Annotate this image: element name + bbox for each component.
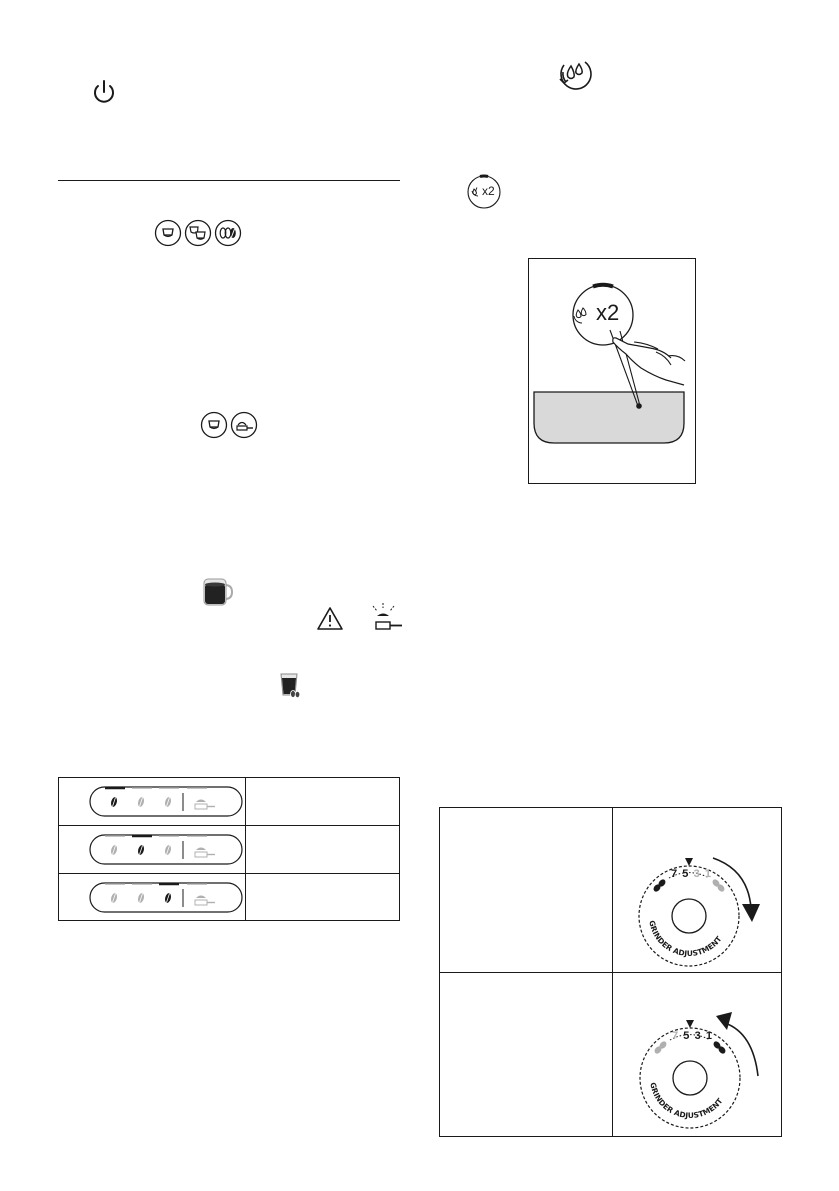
- table-row: [440, 973, 782, 1137]
- table-row: [59, 778, 400, 826]
- table-cell-empty: [246, 778, 400, 826]
- strength-indicator-table: [58, 777, 400, 921]
- dial-number: 5: [682, 868, 689, 880]
- aroma-strength-icon: [214, 219, 242, 247]
- coffee-cup-beans-icon: [278, 671, 302, 699]
- control-panel-icon: [59, 826, 245, 873]
- dial-number: 3: [693, 868, 700, 880]
- warning-icon: [316, 606, 344, 631]
- grinder-ring-label-top: GRINDER ADJUSTMENT: [647, 919, 724, 959]
- descale-illustration: [528, 258, 696, 484]
- dial-number: 1: [705, 1030, 712, 1042]
- table-row: [59, 874, 400, 921]
- dial-number: 3: [694, 1030, 701, 1042]
- dial-number: 5: [683, 1030, 690, 1042]
- descale-icon: [555, 55, 595, 95]
- control-panel-icon: [59, 874, 245, 921]
- small-x2-label: x2: [482, 184, 495, 198]
- table-row: [59, 826, 400, 874]
- mug-icon: [201, 575, 235, 607]
- espresso-button-icon: [200, 411, 228, 439]
- panel-strength-1: [59, 778, 245, 825]
- table-cell-empty: [246, 826, 400, 874]
- grinder-ring-label-bottom: GRINDER ADJUSTMENT: [648, 1081, 725, 1121]
- double-espresso-icon: [184, 219, 212, 247]
- ground-coffee-lit-icon: [366, 602, 406, 634]
- dial-number: 7: [672, 1030, 679, 1042]
- grinder-dial-clockwise: [613, 808, 781, 972]
- control-panel-icon: [59, 778, 245, 825]
- descale-x2-button-icon: [466, 174, 502, 210]
- table-cell-empty: [246, 874, 400, 921]
- illustration-x2-label: x2: [596, 300, 620, 325]
- dial-numbers-bottom: [672, 1030, 712, 1042]
- grinder-dial-counterclockwise: [613, 973, 781, 1136]
- grinder-adjustment-table: [439, 807, 782, 1137]
- power-icon: [90, 78, 118, 106]
- dial-numbers-top: [671, 868, 711, 880]
- dial-number: 7: [671, 868, 678, 880]
- table-cell-empty: [440, 808, 613, 973]
- espresso-cup-icon: [154, 219, 182, 247]
- dial-number: 1: [704, 868, 711, 880]
- panel-strength-2: [59, 826, 245, 873]
- panel-strength-3: [59, 874, 245, 920]
- ground-coffee-icon: [230, 411, 258, 439]
- table-row: [440, 808, 782, 973]
- section-divider: [58, 180, 400, 181]
- table-cell-empty: [440, 973, 613, 1137]
